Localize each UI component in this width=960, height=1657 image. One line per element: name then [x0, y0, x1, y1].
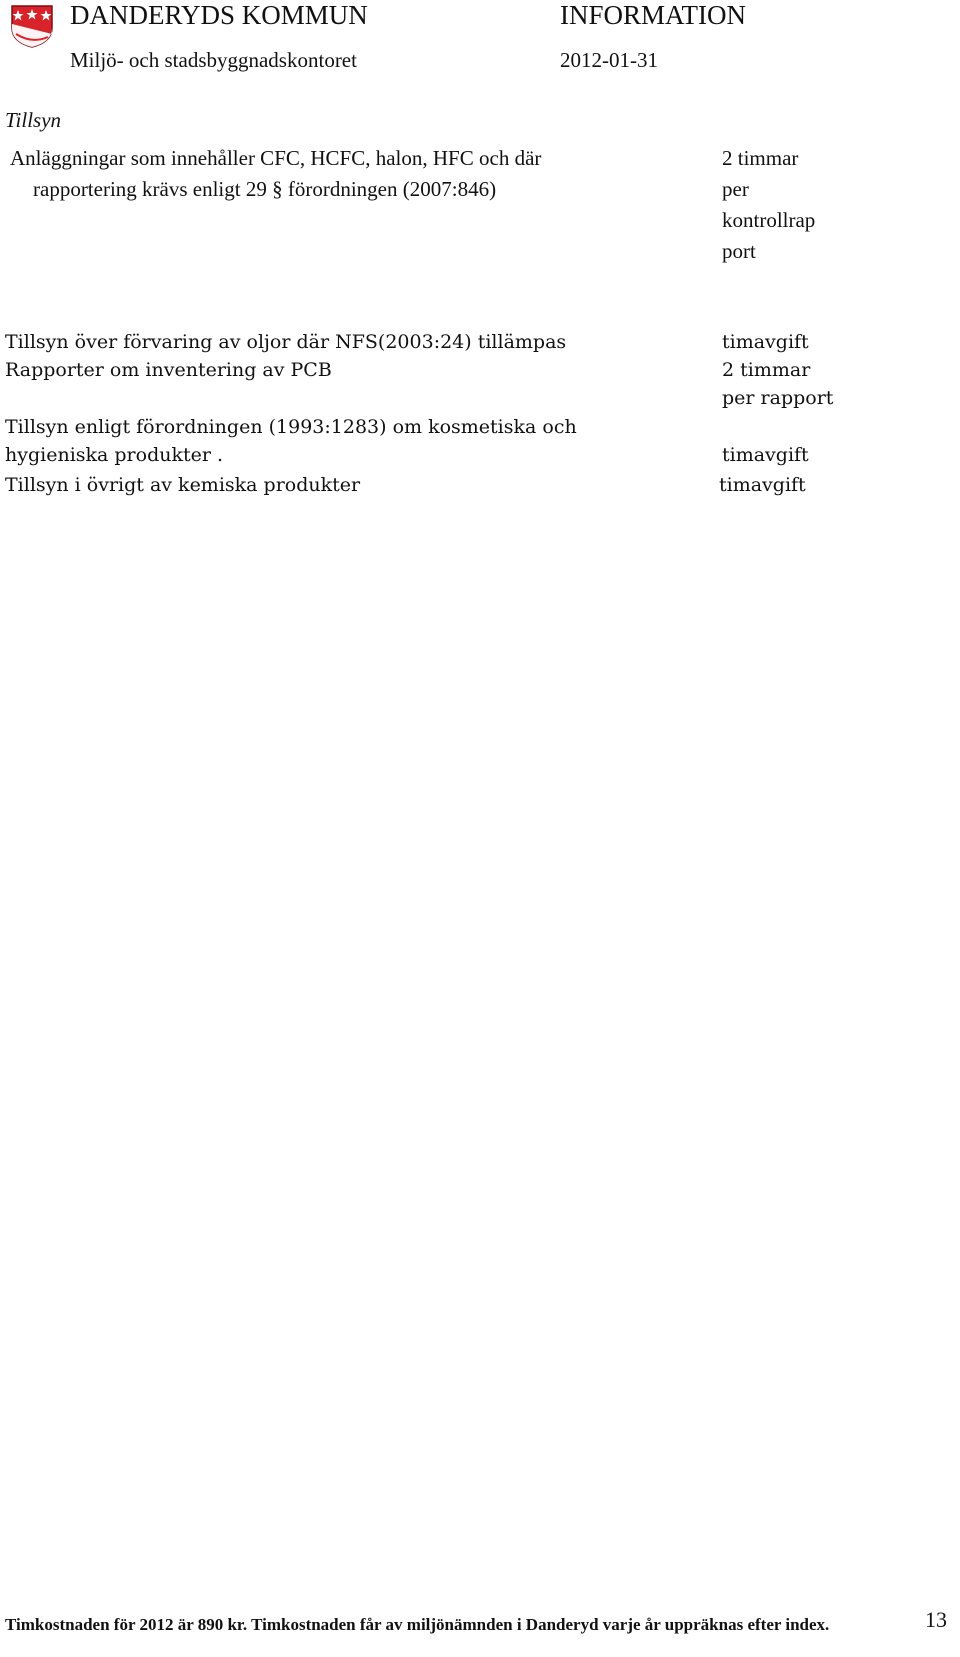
fee-row-description: Tillsyn över förvaring av oljor där NFS(2003:24) tillämpas — [5, 331, 567, 353]
danderyd-coat-of-arms-icon — [10, 4, 54, 48]
organization-name: DANDERYDS KOMMUN — [70, 0, 368, 30]
fee-row-description: hygieniska produkter . — [5, 444, 224, 466]
fee-row-amount: per rapport — [722, 387, 834, 409]
fee-row-amount: timavgift — [719, 474, 806, 496]
footer-note: Timkostnaden för 2012 är 890 kr. Timkostnaden får av miljönämnden i Danderyd varje år uppräknas efter index. — [5, 1615, 830, 1634]
department-name: Miljö- och stadsbyggnadskontoret — [70, 48, 357, 72]
fee-row-amount: per — [722, 177, 749, 201]
fee-row-amount: 2 timmar — [722, 146, 799, 170]
document-date: 2012-01-31 — [560, 48, 658, 72]
fee-row-description: Anläggningar som innehåller CFC, HCFC, halon, HFC och där — [10, 146, 542, 170]
fee-row-description: Tillsyn enligt förordningen (1993:1283) om kosmetiska och — [5, 416, 577, 438]
fee-row-amount: timavgift — [722, 444, 809, 466]
fee-row-amount: kontrollrap — [722, 208, 816, 232]
document-type: INFORMATION — [560, 0, 747, 30]
fee-row-description: Tillsyn i övrigt av kemiska produkter — [5, 474, 361, 496]
fee-row-amount: 2 timmar — [722, 359, 811, 381]
fee-row-description: rapportering krävs enligt 29 § förordningen (2007:846) — [33, 177, 497, 201]
fee-row-amount: port — [722, 239, 756, 263]
section-title: Tillsyn — [5, 108, 62, 132]
fee-row-description: Rapporter om inventering av PCB — [5, 359, 332, 381]
fee-row-amount: timavgift — [722, 331, 809, 353]
page-number: 13 — [925, 1607, 947, 1632]
